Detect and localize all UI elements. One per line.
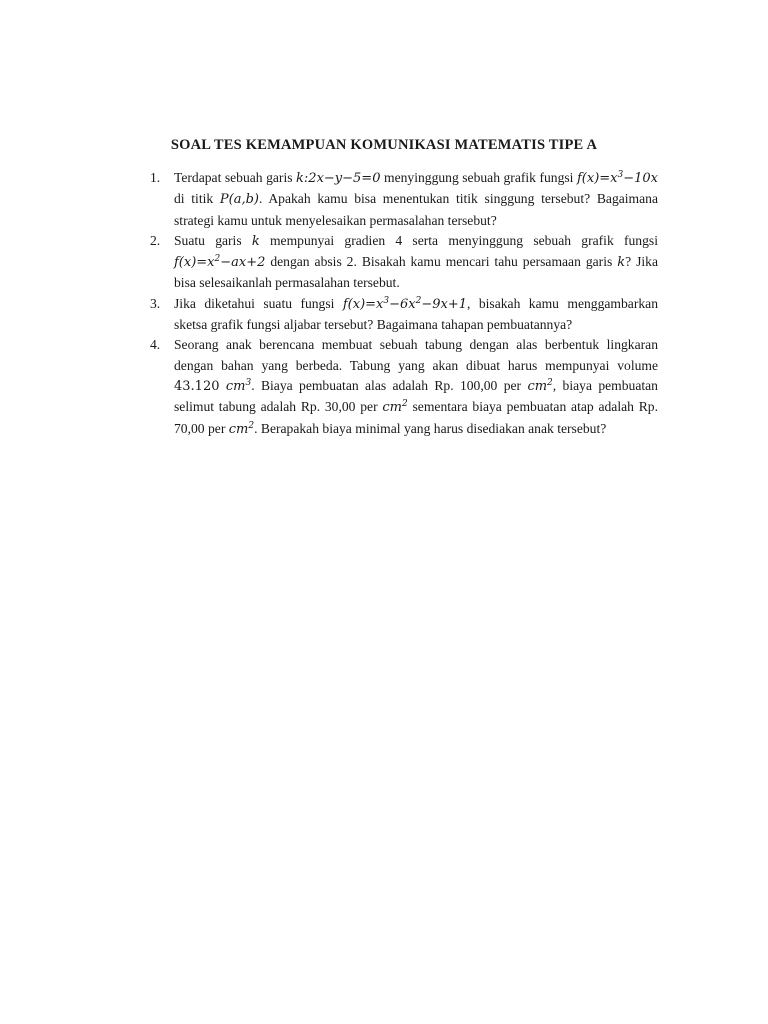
math-expression [577, 171, 658, 186]
question-number: 2. [150, 232, 161, 248]
question-text: mempunyai gradien 4 serta menyinggung sebuah grafik fungsi [269, 232, 658, 248]
unit-exponent: 2 [402, 399, 408, 410]
math-exponent: 2 [415, 295, 422, 306]
question-text: ? Jika bisa selesaikanlah permasalahan tersebut. [174, 254, 658, 291]
unit-base: cm [225, 378, 246, 394]
question-text: , bisakah kamu menggambarkan sketsa grafik fungsi aljabar tersebut? Bagaimana tahapan pembuatannya? [174, 295, 658, 333]
question-text: Terdapat sebuah garis [174, 170, 293, 185]
question-text: menyinggung sebuah grafik fungsi [384, 170, 574, 185]
math-unit [229, 422, 254, 437]
unit-exponent: 3 [245, 377, 252, 388]
math-expression [343, 297, 467, 312]
math-unit [226, 379, 251, 394]
question-text: Seorang anak berencana membuat sebuah tabung dengan alas berbentuk lingkaran dengan bahan yang berbeda. Tabung yang akan dibuat harus mempunyai volume [174, 337, 658, 373]
unit-base: cm [228, 421, 249, 437]
question-number: 3. [150, 295, 161, 311]
math-base: f(x)=x [342, 296, 384, 312]
question-list [150, 168, 658, 440]
question-text: , biaya pembuatan selimut tabung adalah Rp. 30,00 per [174, 377, 658, 415]
unit-exponent: 2 [547, 377, 553, 388]
math-expression [174, 255, 265, 270]
unit-exponent: 2 [248, 420, 255, 431]
math-base: f(x)=x [576, 171, 618, 186]
question-text: Suatu garis [174, 232, 242, 248]
math-tail: −9x+1 [421, 296, 468, 312]
question-item-2 [150, 231, 658, 294]
question-text: . Biaya pembuatan alas adalah Rp. 100,00 per [251, 377, 522, 393]
question-item-3 [150, 294, 658, 336]
math-base: f(x)=x [174, 255, 215, 271]
math-mid: −6x [389, 296, 416, 312]
question-text: di titik [174, 191, 214, 207]
math-tail: −10x [623, 171, 659, 186]
document-title: SOAL TES KEMAMPUAN KOMUNIKASI MATEMATIS TIPE A [170, 137, 598, 153]
unit-base: cm [527, 378, 548, 394]
question-text: sementara biaya pembuatan atap adalah Rp. 70,00 per [174, 399, 658, 436]
question-text: Jika diketahui suatu fungsi [174, 295, 335, 311]
math-expression: P(a,b) [219, 192, 259, 208]
question-text: . Berapakah biaya minimal yang harus disediakan anak tersebut? [254, 420, 607, 436]
math-exponent: 3 [617, 170, 624, 180]
question-text: . Apakah kamu bisa menentukan titik singgung tersebut? Bagaimana strategi kamu untuk menyelesaikan permasalahan tersebut? [174, 191, 658, 228]
question-item-1 [150, 168, 658, 231]
question-number: 4. [150, 337, 161, 353]
math-expression: k:2x−y−5=0 [296, 171, 381, 186]
math-expression: k [251, 233, 260, 249]
math-number: 43.120 [174, 378, 220, 394]
math-exponent: 2 [214, 254, 221, 265]
math-tail: −ax+2 [220, 255, 266, 271]
question-item-4 [150, 335, 658, 439]
math-unit [382, 400, 407, 415]
question-number: 1. [150, 170, 161, 185]
math-exponent: 3 [383, 295, 390, 306]
question-text: dengan absis 2. Bisakah kamu mencari tahu persamaan garis [270, 254, 613, 270]
unit-base: cm [382, 400, 402, 416]
math-expression: k [617, 255, 626, 271]
math-unit [527, 379, 552, 394]
